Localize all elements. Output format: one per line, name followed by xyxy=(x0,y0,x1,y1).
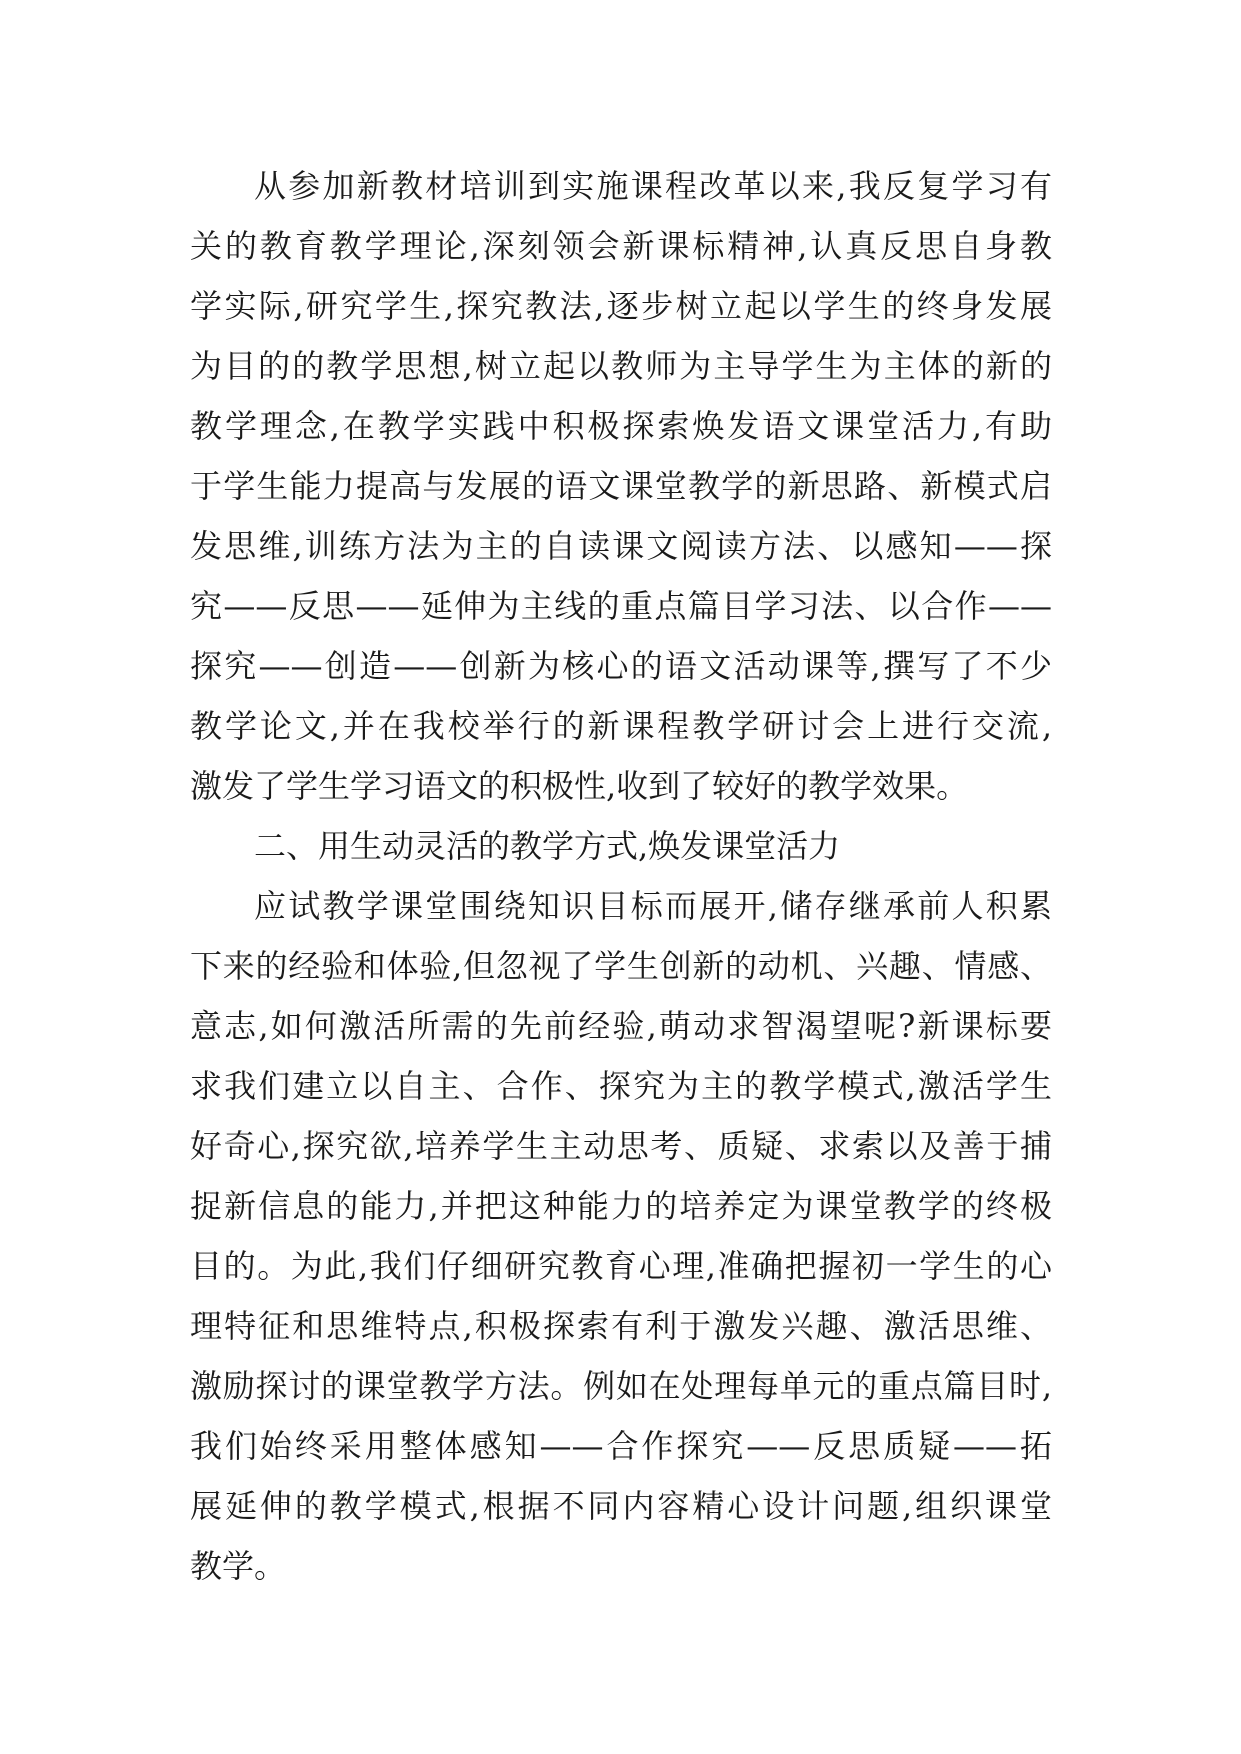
paragraph-1 xyxy=(190,156,1052,816)
text-line: 激发了学生学习语文的积极性,收到了较好的教学效果。 xyxy=(190,767,969,805)
paragraph-2 xyxy=(190,876,1052,1596)
text-line: 我们始终采用整体感知——合作探究——反思质疑——拓 xyxy=(190,1427,1052,1465)
text-line: 为目的的教学思想,树立起以教师为主导学生为主体的新的 xyxy=(190,347,1052,385)
document-body xyxy=(190,156,1052,1596)
text-line: 发思维,训练方法为主的自读课文阅读方法、以感知——探 xyxy=(190,527,1052,565)
text-line: 教学论文,并在我校举行的新课程教学研讨会上进行交流, xyxy=(190,707,1052,745)
text-line: 教学。 xyxy=(190,1547,287,1585)
text-line: 目的。为此,我们仔细研究教育心理,准确把握初一学生的心 xyxy=(190,1247,1052,1285)
text-line: 应试教学课堂围绕知识目标而展开,储存继承前人积累 xyxy=(254,887,1052,925)
text-line: 意志,如何激活所需的先前经验,萌动求智渴望呢?新课标要 xyxy=(190,1007,1052,1045)
text-line: 理特征和思维特点,积极探索有利于激发兴趣、激活思维、 xyxy=(190,1307,1052,1345)
text-line: 从参加新教材培训到实施课程改革以来,我反复学习有 xyxy=(254,167,1052,205)
text-line: 究——反思——延伸为主线的重点篇目学习法、以合作—— xyxy=(190,587,1052,625)
text-line: 激励探讨的课堂教学方法。例如在处理每单元的重点篇目时, xyxy=(190,1367,1052,1405)
text-line: 关的教育教学理论,深刻领会新课标精神,认真反思自身教 xyxy=(190,227,1052,265)
text-line: 捉新信息的能力,并把这种能力的培养定为课堂教学的终极 xyxy=(190,1187,1052,1225)
text-line: 学实际,研究学生,探究教法,逐步树立起以学生的终身发展 xyxy=(190,287,1052,325)
text-line: 求我们建立以自主、合作、探究为主的教学模式,激活学生 xyxy=(190,1067,1052,1105)
text-line: 展延伸的教学模式,根据不同内容精心设计问题,组织课堂 xyxy=(190,1487,1052,1525)
text-line: 于学生能力提高与发展的语文课堂教学的新思路、新模式启 xyxy=(190,467,1052,505)
text-line: 好奇心,探究欲,培养学生主动思考、质疑、求索以及善于捕 xyxy=(190,1127,1052,1165)
section-heading: 二、用生动灵活的教学方式,焕发课堂活力 xyxy=(254,827,841,865)
text-line: 下来的经验和体验,但忽视了学生创新的动机、兴趣、情感、 xyxy=(190,947,1052,985)
text-line: 教学理念,在教学实践中积极探索焕发语文课堂活力,有助 xyxy=(190,407,1052,445)
text-line: 探究——创造——创新为核心的语文活动课等,撰写了不少 xyxy=(190,647,1052,685)
